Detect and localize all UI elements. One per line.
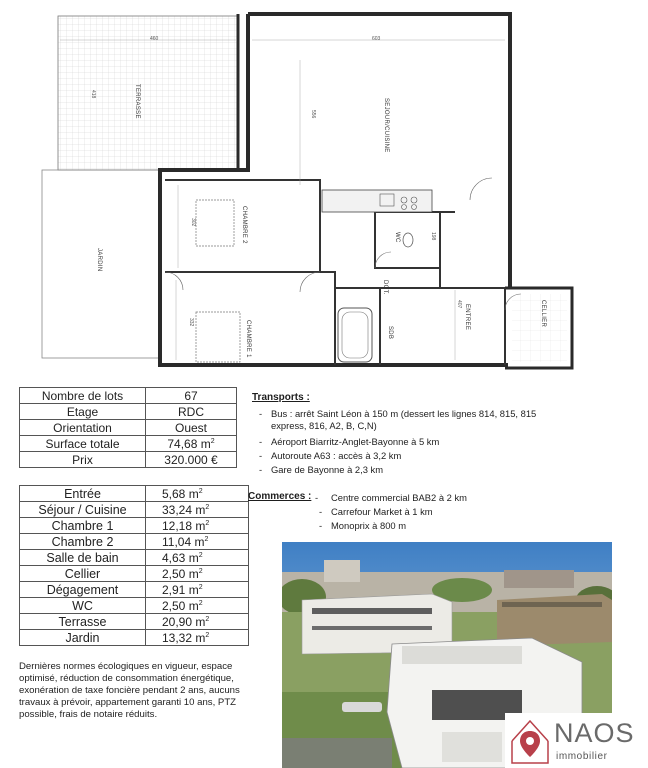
logo-subtitle: immobilier [556,751,608,762]
table-row [20,550,249,566]
logo-name: NAOS [554,718,635,748]
room-area: 13,32 $m^2$ [146,630,249,646]
room-label-entree: ENTREE [464,304,470,331]
room-name: Cellier [20,566,146,582]
table-row [20,630,249,646]
commerce-item: Carrefour Market à 1 km [331,506,433,517]
table-row [20,388,237,404]
summary-value: 67 [146,388,237,404]
room-name: WC [20,598,146,614]
table-row [20,518,249,534]
floor-plan-drawing [0,0,648,380]
summary-value: 74,68 $m^2$ [146,436,237,452]
dimension-label: 198 [430,232,436,241]
naos-logo [505,713,648,768]
summary-label: Surface totale [20,436,146,452]
summary-label: Prix [20,452,146,468]
list-bullet: - [259,464,263,475]
transport-item: express, 816, A2, B, C,N) [271,420,377,431]
room-name: Entrée [20,486,146,502]
room-area: 4,63 $m^2$ [146,550,249,566]
summary-value: RDC [146,404,237,420]
table-row [20,598,249,614]
room-name: Chambre 1 [20,518,146,534]
room-area: 33,24 $m^2$ [146,502,249,518]
room-name: Chambre 2 [20,534,146,550]
transport-item: Bus : arrêt Saint Léon à 150 m (dessert les lignes 814, 815, 815 [271,408,537,419]
commerce-item: Centre commercial BAB2 à 2 km [331,492,467,503]
room-area: 2,50 $m^2$ [146,566,249,582]
transport-item: Autoroute A63 : accès à 3,2 km [271,450,402,461]
list-bullet: - [259,450,263,461]
dimension-label: 603 [372,36,381,42]
room-name: Salle de bain [20,550,146,566]
room-area: 2,50 $m^2$ [146,598,249,614]
table-row [20,452,237,468]
room-name: Dégagement [20,582,146,598]
table-row [20,534,249,550]
room-name: Jardin [20,630,146,646]
room-area: 12,18 $m^2$ [146,518,249,534]
dimension-label: 332 [188,318,194,327]
dimension-label: 418 [90,90,96,99]
map-pin-icon [510,717,550,765]
list-bullet: - [319,520,323,531]
transports-heading: Transports : [252,392,310,403]
room-label-chambre1: CHAMBRE 1 [245,320,251,358]
property-description: Dernières normes écologiques en vigueur, espace optimisé, réduction de consommation énergétique, exonération de taxe foncière pendant 2 ans, aucuns travaux à prévoir, appartement garanti 10 ans, PTZ possible, frais de notaire réduits. [19,661,240,720]
table-row [20,404,237,420]
commerces-heading: Commerces : [248,491,312,502]
summary-label: Etage [20,404,146,420]
floor-plan [0,0,648,380]
table-row [20,582,249,598]
room-area: 5,68 $m^2$ [146,486,249,502]
table-row [20,420,237,436]
summary-label: Nombre de lots [20,388,146,404]
list-bullet: - [319,506,323,517]
room-area: 2,91 $m^2$ [146,582,249,598]
room-area: 20,90 $m^2$ [146,614,249,630]
dimension-label: 460 [150,36,159,42]
list-bullet: - [259,436,263,447]
dimension-label: 407 [456,300,462,309]
transport-item: Gare de Bayonne à 2,3 km [271,464,384,475]
room-label-terrasse: TERRASSE [134,84,140,119]
dimension-label: 556 [310,110,316,119]
table-row [20,436,237,452]
room-area: 11,04 $m^2$ [146,534,249,550]
room-label-chambre2: CHAMBRE 2 [241,206,247,244]
commerce-item: Monoprix à 800 m [331,520,407,531]
list-bullet: - [315,492,319,503]
summary-value: Ouest [146,420,237,436]
table-row [20,502,249,518]
dimension-label: 302 [190,218,196,227]
room-label-cellier: CELLIER [540,300,546,328]
surfaces-table [19,485,249,646]
summary-value: 320.000 € [146,452,237,468]
room-label-degt: DGT. [382,280,388,295]
summary-table [19,387,237,468]
room-label-sejour: SEJOUR/CUISINE [383,98,389,153]
transport-item: Aéroport Biarritz-Anglet-Bayonne à 5 km [271,436,440,447]
table-row [20,614,249,630]
table-row [20,566,249,582]
list-bullet: - [259,408,263,419]
room-label-wc: WC [394,232,400,243]
room-label-sdb: SDB [387,326,393,340]
room-label-jardin: JARDIN [96,248,102,272]
room-name: Terrasse [20,614,146,630]
table-row [20,486,249,502]
room-name: Séjour / Cuisine [20,502,146,518]
summary-label: Orientation [20,420,146,436]
